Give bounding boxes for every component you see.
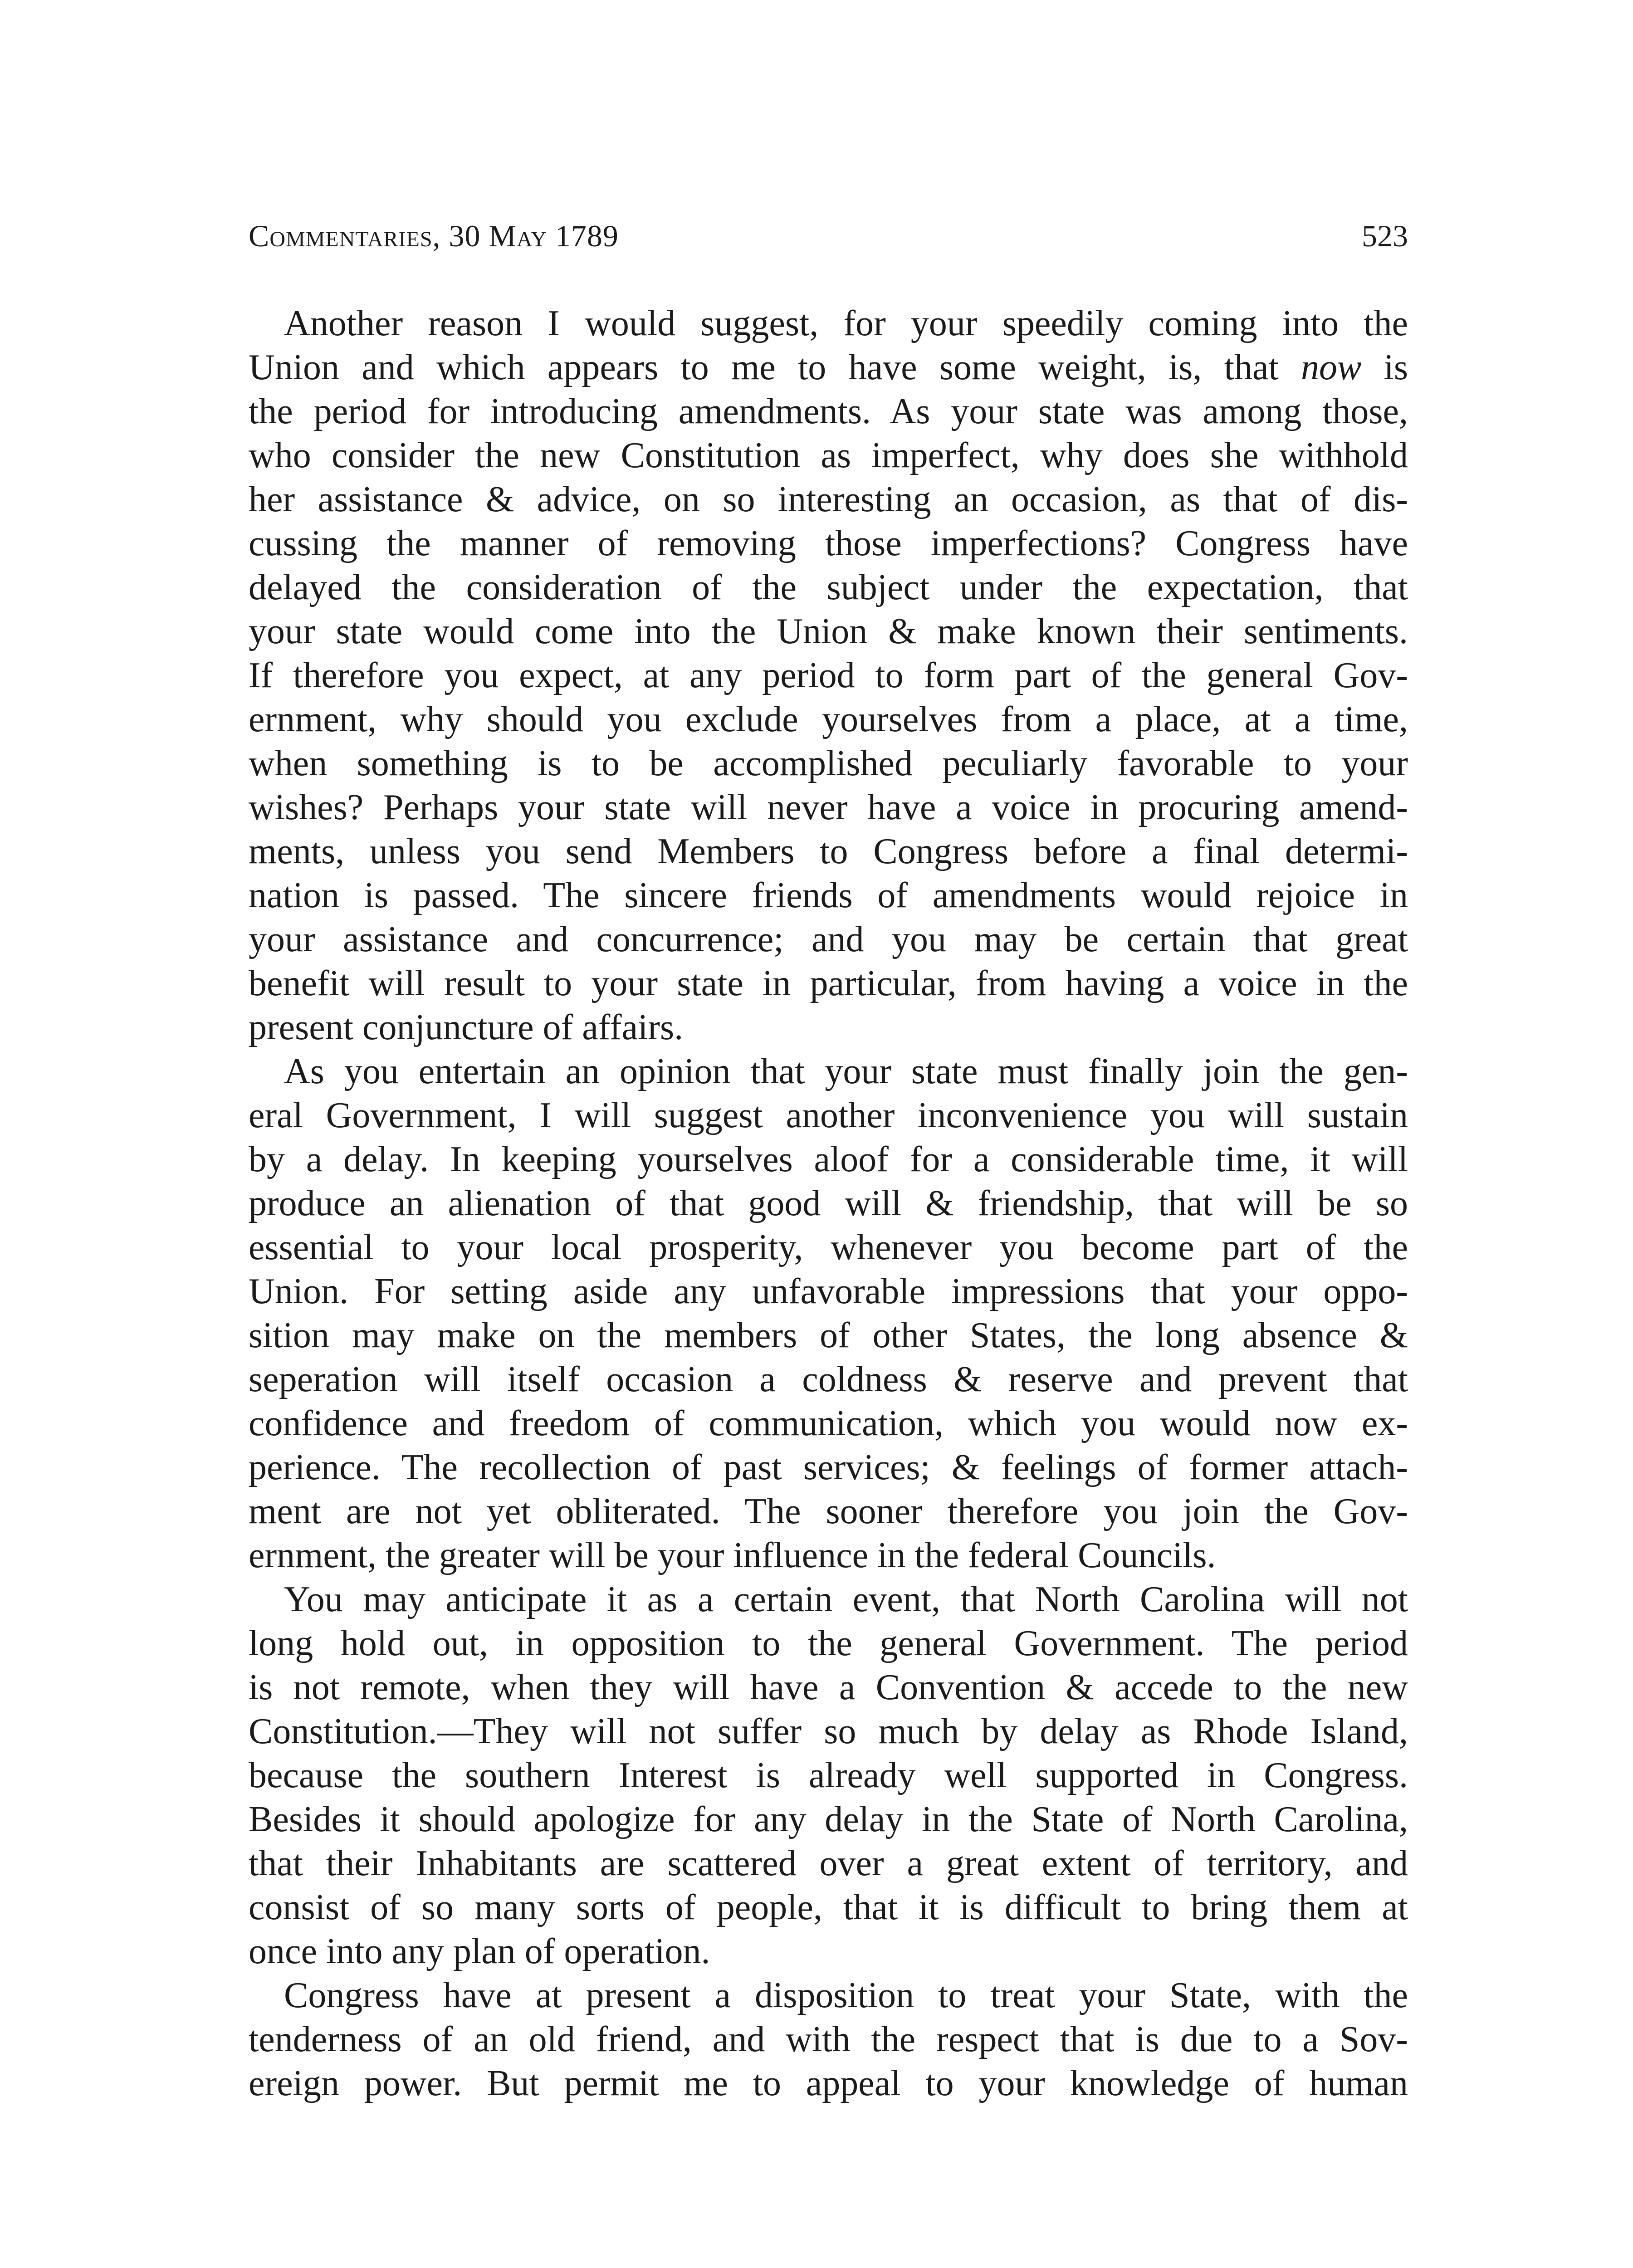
- text-line: when something is to be accomplished peculiarly favorable to your: [249, 743, 1408, 783]
- body-text: [249, 302, 1408, 2106]
- text-line: ment are not yet obliterated. The sooner therefore you join the Gov-: [249, 1491, 1408, 1531]
- text-line: nation is passed. The sincere friends of amendments would rejoice in: [249, 875, 1408, 915]
- text-line: ernment, why should you exclude yourselves from a place, at a time,: [249, 699, 1408, 739]
- running-title: Commentaries, 30 May 1789: [249, 219, 619, 253]
- text-line: essential to your local prosperity, whenever you become part of the: [249, 1227, 1408, 1267]
- text-line: Another reason I would suggest, for your speedily coming into the: [284, 303, 1408, 343]
- text-line: the period for introducing amendments. As your state was among those,: [249, 391, 1408, 431]
- paragraph-2: [249, 1050, 1408, 1578]
- text-line: tenderness of an old friend, and with the respect that is due to a Sov-: [249, 2019, 1408, 2059]
- paragraph-1: [249, 302, 1408, 1050]
- text-line: your assistance and concurrence; and you may be certain that great: [249, 919, 1408, 959]
- text-line: once into any plan of operation.: [249, 1931, 710, 1971]
- text-line: As you entertain an opinion that your state must finally join the gen-: [284, 1051, 1408, 1091]
- text-line: eral Government, I will suggest another inconvenience you will sustain: [249, 1095, 1408, 1135]
- paragraph-4: [249, 1974, 1408, 2106]
- text-line: consist of so many sorts of people, that it is difficult to bring them at: [249, 1887, 1408, 1927]
- text-line: wishes? Perhaps your state will never have a voice in procuring amend-: [249, 787, 1408, 827]
- running-head: [249, 213, 1408, 259]
- text-line: because the southern Interest is already well supported in Congress.: [249, 1755, 1408, 1795]
- text-line: Congress have at present a disposition to treat your State, with the: [284, 1975, 1408, 2015]
- italic-emphasis: now: [1301, 347, 1362, 387]
- text-line: present conjuncture of affairs.: [249, 1007, 684, 1047]
- text-line: who consider the new Constitution as imperfect, why does she withhold: [249, 435, 1408, 475]
- text-line: ments, unless you send Members to Congress before a final determi-: [249, 831, 1408, 871]
- text-line: sition may make on the members of other States, the long absence &: [249, 1315, 1408, 1355]
- text-line: benefit will result to your state in particular, from having a voice in the: [249, 963, 1408, 1003]
- text-line: ernment, the greater will be your influence in the federal Councils.: [249, 1535, 1216, 1575]
- text-line: that their Inhabitants are scattered over a great extent of territory, and: [249, 1843, 1408, 1883]
- text-line: her assistance & advice, on so interesting an occasion, as that of dis-: [249, 479, 1408, 519]
- text-line: delayed the consideration of the subject under the expectation, that: [249, 567, 1408, 607]
- page-number: 523: [1362, 219, 1408, 253]
- text-line: You may anticipate it as a certain event, that North Carolina will not: [284, 1579, 1408, 1619]
- text-line: is not remote, when they will have a Convention & accede to the new: [249, 1667, 1408, 1707]
- text-line: If therefore you expect, at any period to form part of the general Gov-: [249, 655, 1408, 695]
- text-line-with-italic: Union and which appears to me to have some weight, is, that now is: [249, 347, 1408, 387]
- text-line: Union. For setting aside any unfavorable impressions that your oppo-: [249, 1271, 1408, 1311]
- text-line: Besides it should apologize for any delay in the State of North Carolina,: [249, 1799, 1408, 1839]
- text-line: produce an alienation of that good will & friendship, that will be so: [249, 1183, 1408, 1223]
- text-line: cussing the manner of removing those imperfections? Congress have: [249, 523, 1408, 563]
- paragraph-3: [249, 1578, 1408, 1974]
- text-line: seperation will itself occasion a coldness & reserve and prevent that: [249, 1359, 1408, 1399]
- text-line: long hold out, in opposition to the general Government. The period: [249, 1623, 1408, 1663]
- text-line: ereign power. But permit me to appeal to your knowledge of human: [249, 2063, 1408, 2103]
- text-line: confidence and freedom of communication, which you would now ex-: [249, 1403, 1408, 1443]
- text-line: by a delay. In keeping yourselves aloof for a considerable time, it will: [249, 1139, 1408, 1179]
- text-line: perience. The recollection of past services; & feelings of former attach-: [249, 1447, 1408, 1487]
- text-line: your state would come into the Union & make known their sentiments.: [249, 611, 1408, 651]
- text-line: Constitution.—They will not suffer so much by delay as Rhode Island,: [249, 1711, 1408, 1751]
